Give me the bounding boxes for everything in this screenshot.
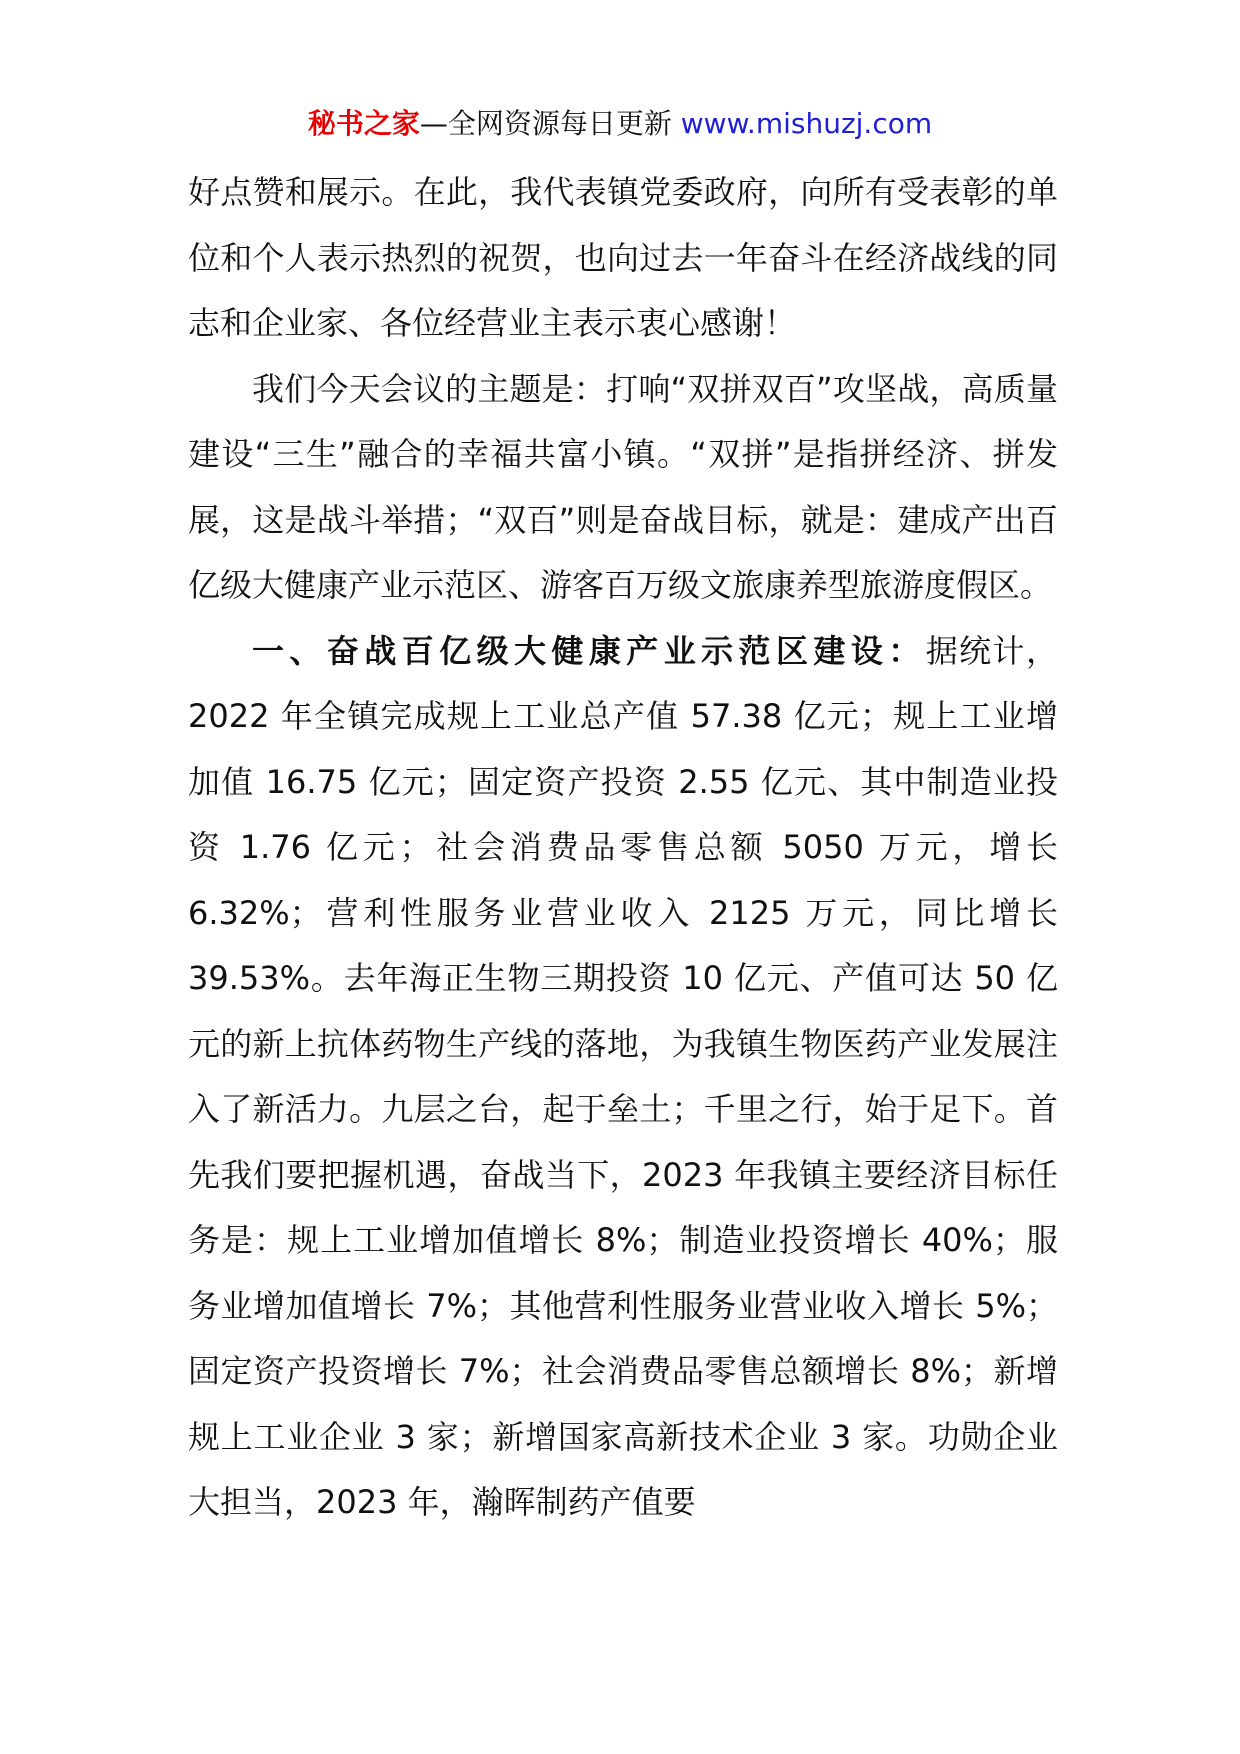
brand-name: 秘书之家	[307, 107, 420, 140]
paragraph-2: 我们今天会议的主题是：打响“双拼双百”攻坚战，高质量建设“三生”融合的幸福共富小镇。“双拼”是指拼经济、拼发展，这是战斗举措；“双百”则是奋战目标，就是：建成产出百亿级大健康产业示范区、游客百万级文旅康养型旅游度假区。	[188, 369, 1058, 604]
section-1-heading: 一、奋战百亿级大健康产业示范区建设：	[252, 631, 926, 670]
document-body	[188, 160, 1058, 1536]
section-1-body: 据统计，2022 年全镇完成规上工业总产值 57.38 亿元；规上工业增加值 16.75 亿元；固定资产投资 2.55 亿元、其中制造业投资 1.76 亿元；社会消费品零售总额 5050 万元，增长 6.32%；营利性服务业营业收入 2125 万元，同比增长 39.53%。去年海正生物三期投资 10 亿元、产值可达 50 亿元的新上抗体药物生产线的落地，为我镇生物医药产业发展注入了新活力。九层之台，起于垒土；千里之行，始于足下。首先我们要把握机遇，奋战当下，2023 年我镇主要经济目标任务是：规上工业增加值增长 8%；制造业投资增长 40%；服务业增加值增长 7%；其他营利性服务业营业收入增长 5%；固定资产投资增长 7%；社会消费品零售总额增长 8%；新增规上工业企业 3 家；新增国家高新技术企业 3 家。功勋企业大担当，2023 年，瀚晖制药产值要	[188, 631, 1058, 1521]
paragraph-1: 好点赞和展示。在此，我代表镇党委政府，向所有受表彰的单位和个人表示热烈的祝贺，也向过去一年奋斗在经济战线的同志和企业家、各位经营业主表示衷心感谢！	[188, 173, 1058, 342]
section-1-paragraph	[188, 619, 1058, 1536]
site-header	[0, 104, 1240, 144]
site-url-link[interactable]: www.mishuzj.com	[680, 107, 933, 140]
header-slogan: —全网资源每日更新	[419, 107, 681, 140]
